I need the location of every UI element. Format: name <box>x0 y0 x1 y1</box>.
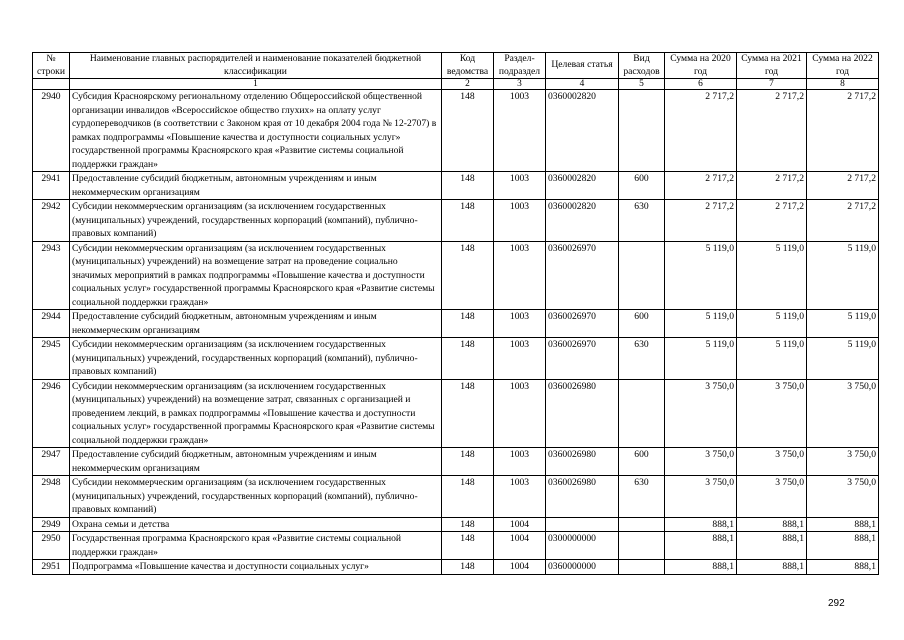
budget-table <box>32 52 879 575</box>
header-name: Наименование главных распорядителей и наименование показателей бюджетной классификации <box>70 53 442 79</box>
sum-2020-cell: 3 750,0 <box>665 379 737 448</box>
sum-2020-cell: 5 119,0 <box>665 310 737 338</box>
table-row <box>33 241 879 310</box>
column-number: 3 <box>494 79 546 90</box>
sum-2022-cell: 2 717,2 <box>807 200 879 242</box>
row-number-cell: 2944 <box>33 310 70 338</box>
expense-type-cell: 630 <box>619 476 665 518</box>
sum-2021-cell: 3 750,0 <box>737 379 807 448</box>
row-number-cell: 2942 <box>33 200 70 242</box>
row-number-cell: 2946 <box>33 379 70 448</box>
sum-2021-cell: 3 750,0 <box>737 448 807 476</box>
target-item-cell: 0300000000 <box>546 532 619 560</box>
header-sum-2021: Сумма на 2021 год <box>737 53 807 79</box>
description-cell: Субсидии некоммерческим организациям (за исключением государственных (муниципальных) учреждений, государственных корпораций (компаний), публично-правовых компаний) <box>70 200 442 242</box>
sum-2021-cell: 3 750,0 <box>737 476 807 518</box>
table-row <box>33 476 879 518</box>
dept-code-cell: 148 <box>442 200 494 242</box>
sum-2020-cell: 3 750,0 <box>665 476 737 518</box>
expense-type-cell <box>619 90 665 172</box>
column-number: 6 <box>665 79 737 90</box>
column-number: 2 <box>442 79 494 90</box>
sum-2021-cell: 888,1 <box>737 532 807 560</box>
row-number-cell: 2950 <box>33 532 70 560</box>
sum-2020-cell: 2 717,2 <box>665 90 737 172</box>
sum-2020-cell: 2 717,2 <box>665 200 737 242</box>
row-number-cell: 2949 <box>33 517 70 532</box>
sum-2021-cell: 2 717,2 <box>737 200 807 242</box>
table-row <box>33 560 879 575</box>
sum-2020-cell: 5 119,0 <box>665 338 737 380</box>
sum-2020-cell: 5 119,0 <box>665 241 737 310</box>
dept-code-cell: 148 <box>442 241 494 310</box>
header-expense-type: Вид расходов <box>619 53 665 79</box>
target-item-cell: 0360026980 <box>546 379 619 448</box>
target-item-cell: 0360026980 <box>546 476 619 518</box>
row-number-cell: 2945 <box>33 338 70 380</box>
header-sum-2022: Сумма на 2022 год <box>807 53 879 79</box>
row-number-cell: 2947 <box>33 448 70 476</box>
header-target-item: Целевая статья <box>546 53 619 79</box>
column-number: 5 <box>619 79 665 90</box>
table-row <box>33 200 879 242</box>
dept-code-cell: 148 <box>442 90 494 172</box>
table-row <box>33 379 879 448</box>
expense-type-cell <box>619 532 665 560</box>
sum-2021-cell: 5 119,0 <box>737 310 807 338</box>
dept-code-cell: 148 <box>442 448 494 476</box>
target-item-cell: 0360026970 <box>546 338 619 380</box>
table-row <box>33 310 879 338</box>
expense-type-cell <box>619 560 665 575</box>
row-number-cell: 2948 <box>33 476 70 518</box>
description-cell: Субсидия Красноярскому региональному отделению Общероссийской общественной организации инвалидов «Всероссийское общество глухих» на оплату услуг сурдопереводчиков (в соответствии с Законом края от 10 декабря 2004 года № 12-2707) в рамках подпрограммы «Повышение качества и доступности социальных услуг» государственной программы Красноярского края «Развитие системы социальной поддержки граждан» <box>70 90 442 172</box>
sum-2022-cell: 3 750,0 <box>807 448 879 476</box>
sum-2022-cell: 888,1 <box>807 560 879 575</box>
column-number: 8 <box>807 79 879 90</box>
section-cell: 1003 <box>494 310 546 338</box>
table-row <box>33 172 879 200</box>
sum-2022-cell: 5 119,0 <box>807 310 879 338</box>
header-section: Раздел-подраздел <box>494 53 546 79</box>
sum-2021-cell: 888,1 <box>737 560 807 575</box>
dept-code-cell: 148 <box>442 172 494 200</box>
column-number <box>33 79 70 90</box>
dept-code-cell: 148 <box>442 379 494 448</box>
target-item-cell: 0360026980 <box>546 448 619 476</box>
sum-2021-cell: 5 119,0 <box>737 241 807 310</box>
section-cell: 1003 <box>494 338 546 380</box>
section-cell: 1004 <box>494 517 546 532</box>
column-number: 7 <box>737 79 807 90</box>
sum-2021-cell: 5 119,0 <box>737 338 807 380</box>
target-item-cell: 0360002820 <box>546 172 619 200</box>
sum-2022-cell: 888,1 <box>807 532 879 560</box>
section-cell: 1003 <box>494 172 546 200</box>
column-number: 1 <box>70 79 442 90</box>
expense-type-cell: 600 <box>619 172 665 200</box>
expense-type-cell <box>619 517 665 532</box>
target-item-cell: 0360000000 <box>546 560 619 575</box>
sum-2022-cell: 5 119,0 <box>807 338 879 380</box>
column-number: 4 <box>546 79 619 90</box>
target-item-cell: 0360026970 <box>546 241 619 310</box>
dept-code-cell: 148 <box>442 532 494 560</box>
section-cell: 1003 <box>494 90 546 172</box>
row-number-cell: 2940 <box>33 90 70 172</box>
table-row <box>33 532 879 560</box>
target-item-cell: 0360026970 <box>546 310 619 338</box>
row-number-cell: 2943 <box>33 241 70 310</box>
section-cell: 1003 <box>494 379 546 448</box>
expense-type-cell: 630 <box>619 200 665 242</box>
sum-2021-cell: 2 717,2 <box>737 90 807 172</box>
sum-2020-cell: 3 750,0 <box>665 448 737 476</box>
table-row <box>33 338 879 380</box>
expense-type-cell: 630 <box>619 338 665 380</box>
sum-2022-cell: 5 119,0 <box>807 241 879 310</box>
description-cell: Охрана семьи и детства <box>70 517 442 532</box>
section-cell: 1004 <box>494 560 546 575</box>
description-cell: Государственная программа Красноярского края «Развитие системы социальной поддержки граждан» <box>70 532 442 560</box>
sum-2022-cell: 3 750,0 <box>807 476 879 518</box>
section-cell: 1003 <box>494 448 546 476</box>
description-cell: Предоставление субсидий бюджетным, автономным учреждениям и иным некоммерческим организациям <box>70 448 442 476</box>
sum-2020-cell: 888,1 <box>665 517 737 532</box>
table-row <box>33 517 879 532</box>
dept-code-cell: 148 <box>442 338 494 380</box>
expense-type-cell <box>619 241 665 310</box>
header-dept-code: Код ведомства <box>442 53 494 79</box>
description-cell: Подпрограмма «Повышение качества и доступности социальных услуг» <box>70 560 442 575</box>
target-item-cell: 0360002820 <box>546 90 619 172</box>
sum-2022-cell: 888,1 <box>807 517 879 532</box>
expense-type-cell: 600 <box>619 310 665 338</box>
sum-2021-cell: 2 717,2 <box>737 172 807 200</box>
dept-code-cell: 148 <box>442 310 494 338</box>
header-row-no: № строки <box>33 53 70 79</box>
section-cell: 1003 <box>494 241 546 310</box>
sum-2020-cell: 888,1 <box>665 532 737 560</box>
description-cell: Субсидии некоммерческим организациям (за исключением государственных (муниципальных) учреждений, государственных корпораций (компаний), публично-правовых компаний) <box>70 338 442 380</box>
description-cell: Предоставление субсидий бюджетным, автономным учреждениям и иным некоммерческим организациям <box>70 310 442 338</box>
dept-code-cell: 148 <box>442 476 494 518</box>
description-cell: Субсидии некоммерческим организациям (за исключением государственных (муниципальных) учреждений, государственных корпораций (компаний), публично-правовых компаний) <box>70 476 442 518</box>
description-cell: Субсидии некоммерческим организациям (за исключением государственных (муниципальных) учреждений) на возмещение затрат на проведение социально значимых мероприятий в рамках подпрограммы «Повышение качества и доступности социальных услуг» государственной программы Красноярского края «Развитие системы социальной поддержки граждан» <box>70 241 442 310</box>
section-cell: 1004 <box>494 532 546 560</box>
table-row <box>33 90 879 172</box>
target-item-cell <box>546 517 619 532</box>
page-number: 292 <box>828 598 845 609</box>
row-number-cell: 2941 <box>33 172 70 200</box>
sum-2020-cell: 2 717,2 <box>665 172 737 200</box>
expense-type-cell: 600 <box>619 448 665 476</box>
sum-2022-cell: 2 717,2 <box>807 90 879 172</box>
column-number-row <box>33 79 879 90</box>
target-item-cell: 0360002820 <box>546 200 619 242</box>
description-cell: Субсидии некоммерческим организациям (за исключением государственных (муниципальных) учреждений) на возмещение затрат, связанных с организацией и проведением лекций, в рамках подпрограммы «Повышение качества и доступности социальных услуг» государственной программы Красноярского края «Развитие системы социальной поддержки граждан» <box>70 379 442 448</box>
sum-2020-cell: 888,1 <box>665 560 737 575</box>
sum-2022-cell: 2 717,2 <box>807 172 879 200</box>
dept-code-cell: 148 <box>442 517 494 532</box>
section-cell: 1003 <box>494 200 546 242</box>
description-cell: Предоставление субсидий бюджетным, автономным учреждениям и иным некоммерческим организациям <box>70 172 442 200</box>
header-sum-2020: Сумма на 2020 год <box>665 53 737 79</box>
dept-code-cell: 148 <box>442 560 494 575</box>
expense-type-cell <box>619 379 665 448</box>
sum-2021-cell: 888,1 <box>737 517 807 532</box>
sum-2022-cell: 3 750,0 <box>807 379 879 448</box>
header-row <box>33 53 879 79</box>
row-number-cell: 2951 <box>33 560 70 575</box>
section-cell: 1003 <box>494 476 546 518</box>
table-row <box>33 448 879 476</box>
